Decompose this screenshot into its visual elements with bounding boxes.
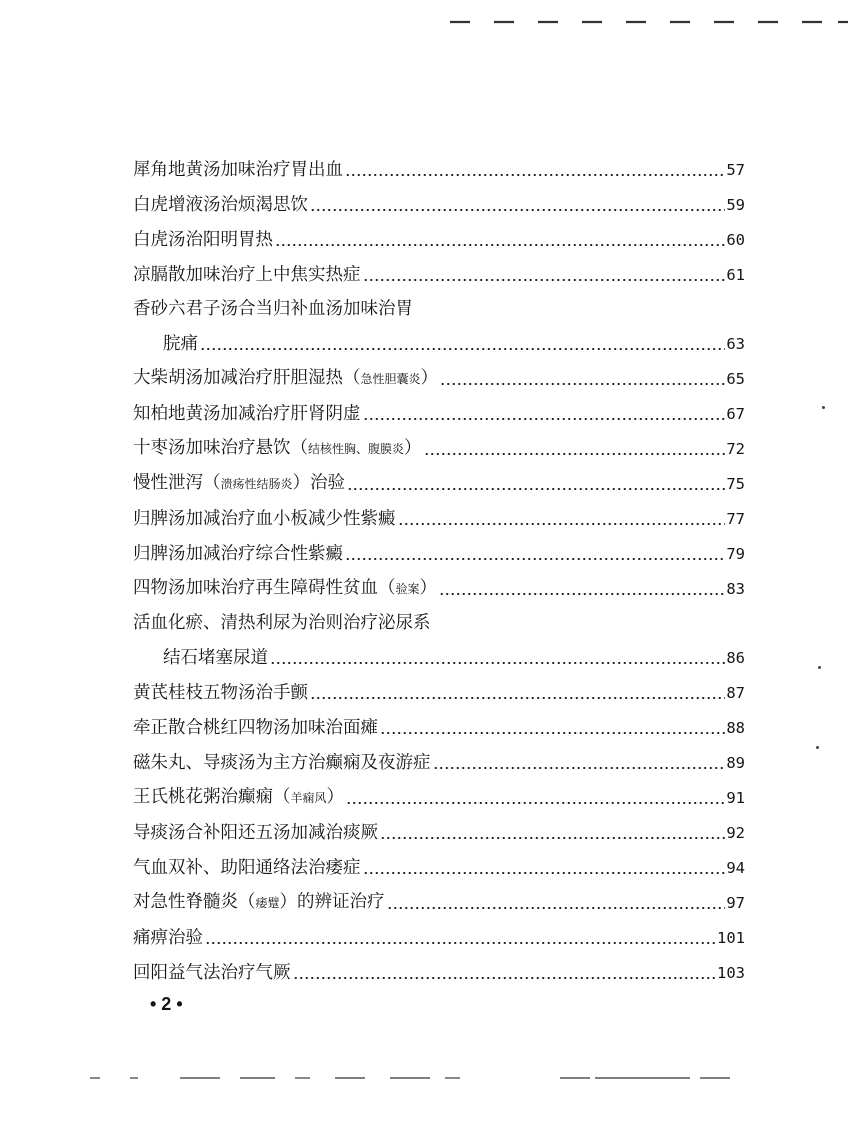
top-dash-rule — [448, 10, 848, 30]
toc-entry — [133, 565, 745, 600]
toc-entry-title: 归脾汤加减治疗综合性紫癜 — [133, 544, 343, 564]
dot-leader — [387, 907, 726, 909]
toc-entry-page: 63 — [726, 335, 745, 353]
toc-entry-title-main: 大柴胡汤加减治疗肝胆湿热（ — [133, 368, 361, 388]
toc-entry-page: 89 — [726, 754, 745, 772]
dot-leader — [380, 837, 725, 839]
toc-entry-title: 结石堵塞尿道 — [163, 648, 268, 668]
dot-leader — [433, 767, 726, 769]
toc-entry — [133, 355, 745, 390]
toc-entry-title: 白虎增液汤治烦渴思饮 — [133, 195, 308, 215]
toc-entry-page: 97 — [726, 894, 745, 912]
dot-leader — [347, 488, 725, 490]
toc-entry — [133, 425, 745, 460]
toc-entry — [133, 809, 745, 844]
toc-entry-note: 痿躄 — [255, 896, 280, 910]
toc-entry-page: 77 — [726, 510, 745, 528]
toc-entry-title — [133, 891, 385, 914]
toc-entry-title: 活血化瘀、清热利尿为治则治疗泌尿系 — [133, 613, 431, 633]
dot-leader — [346, 802, 725, 804]
toc-entry-page: 61 — [726, 266, 745, 284]
scan-speck — [822, 406, 825, 409]
dot-leader — [398, 523, 726, 525]
toc-entry-page: 79 — [726, 545, 745, 563]
toc-entry-title: 导痰汤合补阳还五汤加减治痰厥 — [133, 823, 378, 843]
toc-entry — [133, 495, 745, 530]
toc-entry-page: 83 — [726, 580, 745, 598]
toc-entry-title-end: ） — [420, 368, 439, 388]
dot-leader — [363, 279, 726, 281]
dot-leader — [293, 977, 717, 979]
toc-entry-note: 急性胆囊炎 — [360, 372, 421, 386]
toc-entry-title-end: ） — [419, 578, 438, 598]
dot-leader — [270, 662, 725, 664]
toc-entry — [133, 669, 745, 704]
toc-entry-note: 验案 — [395, 582, 420, 596]
dot-leader — [345, 558, 725, 560]
toc-entry-page: 86 — [726, 649, 745, 667]
dot-leader — [310, 697, 725, 699]
toc-entry-title-end: ） — [326, 787, 345, 807]
toc-entry — [133, 914, 745, 949]
toc-entry-title-main: 四物汤加味治疗再生障碍性贫血（ — [133, 578, 396, 598]
toc-entry — [133, 879, 745, 914]
toc-entry-title: 香砂六君子汤合当归补血汤加味治胃 — [133, 299, 413, 319]
toc-entry-page: 101 — [717, 929, 745, 947]
toc-entry-page: 91 — [726, 789, 745, 807]
toc-entry-title-main: 十枣汤加味治疗悬饮（ — [133, 438, 308, 458]
toc-entry-page: 75 — [726, 475, 745, 493]
dot-leader — [439, 593, 725, 595]
toc-entry-title: 脘痛 — [163, 334, 198, 354]
dot-leader — [363, 418, 726, 420]
toc-entry-title-main: 对急性脊髓炎（ — [133, 892, 256, 912]
toc-entry-title: 犀角地黄汤加味治疗胃出血 — [133, 160, 343, 180]
dot-leader — [345, 174, 725, 176]
toc-entry-note: 溃疡性结肠炎 — [220, 477, 293, 491]
toc-entry-page: 57 — [726, 161, 745, 179]
toc-entry-page: 59 — [726, 196, 745, 214]
toc-entry-title: 黄芪桂枝五物汤治手颤 — [133, 683, 308, 703]
toc-entry-title: 牵正散合桃红四物汤加味治面瘫 — [133, 718, 378, 738]
scan-speck — [818, 666, 821, 669]
toc-entry-title: 凉膈散加味治疗上中焦实热症 — [133, 265, 361, 285]
toc-entry — [133, 460, 745, 495]
toc-entry-title — [133, 577, 437, 600]
toc-entry-title-end: ）治验 — [292, 473, 346, 493]
toc-entry-page: 60 — [726, 231, 745, 249]
dot-leader — [205, 942, 716, 944]
toc-entry-continuation — [133, 634, 745, 669]
toc-entry — [133, 390, 745, 425]
toc-entry-title — [133, 472, 345, 495]
toc-entry-title: 白虎汤治阳明胃热 — [133, 230, 273, 250]
toc-entry-page: 67 — [726, 405, 745, 423]
scan-noise-line — [90, 1072, 750, 1084]
toc-entry-title — [133, 786, 344, 809]
toc-entry — [133, 704, 745, 739]
toc-entry-page: 87 — [726, 684, 745, 702]
toc-entry — [133, 600, 745, 634]
toc-entry-page: 88 — [726, 719, 745, 737]
dot-leader — [310, 209, 725, 211]
dot-leader — [200, 348, 725, 350]
toc-entry-title — [133, 367, 438, 390]
dot-leader — [363, 872, 726, 874]
toc-entry-title-main: 王氏桃花粥治癫痫（ — [133, 787, 291, 807]
toc-entry-title: 磁朱丸、导痰汤为主方治癫痫及夜游症 — [133, 753, 431, 773]
toc-entry-note: 结核性胸、腹膜炎 — [308, 442, 405, 456]
toc-entry — [133, 286, 745, 320]
toc-entry — [133, 844, 745, 879]
toc-entry-page: 94 — [726, 859, 745, 877]
toc-entry — [133, 181, 745, 216]
toc-entry — [133, 739, 745, 774]
dot-leader — [424, 453, 726, 455]
toc-entry-note: 羊痫风 — [290, 791, 327, 805]
dot-leader — [380, 732, 725, 734]
toc-entry-page: 72 — [726, 440, 745, 458]
toc-entry — [133, 251, 745, 286]
toc-entry — [133, 216, 745, 251]
toc-entry-title: 气血双补、助阳通络法治痿症 — [133, 858, 361, 878]
toc-entry-continuation — [133, 320, 745, 355]
toc-entry-title: 知柏地黄汤加减治疗肝肾阴虚 — [133, 404, 361, 424]
toc-entry-page: 92 — [726, 824, 745, 842]
scan-speck — [816, 746, 819, 749]
toc-entry — [133, 774, 745, 809]
toc-entry — [133, 949, 745, 984]
toc-entry-title-end: ）的辨证治疗 — [279, 892, 385, 912]
dot-leader — [440, 383, 725, 385]
page-number: • 2 • — [150, 994, 183, 1014]
toc-entry-page: 103 — [717, 964, 745, 982]
table-of-contents — [133, 146, 745, 984]
toc-entry — [133, 146, 745, 181]
toc-entry — [133, 530, 745, 565]
toc-entry-title — [133, 437, 422, 460]
toc-entry-title: 痛痹治验 — [133, 928, 203, 948]
toc-entry-page: 65 — [726, 370, 745, 388]
toc-entry-title-main: 慢性泄泻（ — [133, 473, 221, 493]
toc-entry-title-end: ） — [404, 438, 422, 458]
toc-entry-title: 回阳益气法治疗气厥 — [133, 963, 291, 983]
dot-leader — [275, 244, 725, 246]
toc-entry-title: 归脾汤加减治疗血小板减少性紫癜 — [133, 509, 396, 529]
